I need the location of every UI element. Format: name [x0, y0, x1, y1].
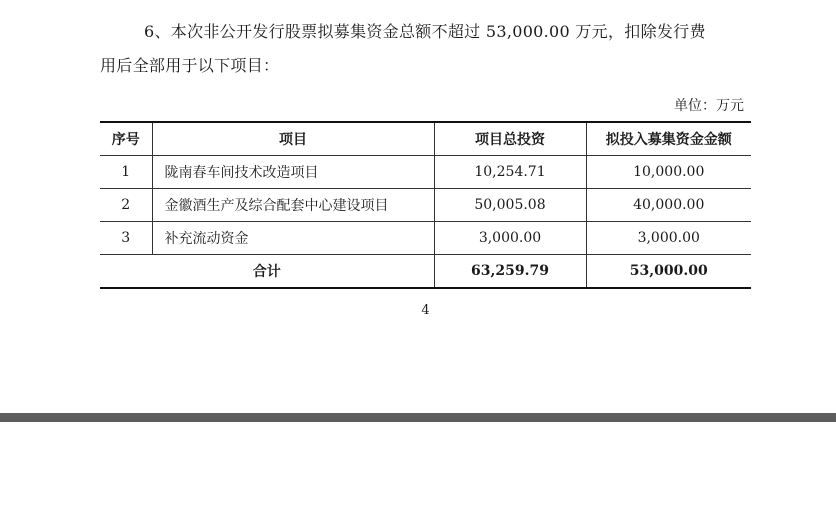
- raised-amount-sum: 53,000.00: [586, 255, 751, 289]
- row-project-name: 补充流动资金: [152, 222, 434, 255]
- page-number: 4: [421, 303, 430, 318]
- row-no: 2: [100, 189, 152, 222]
- paragraph-line-1: 6、本次非公开发行股票拟募集资金总额不超过 53,000.00 万元，扣除发行费: [144, 22, 706, 41]
- row-no: 3: [100, 222, 152, 255]
- row-raised-amount: 10,000.00: [586, 156, 751, 189]
- row-total-investment: 10,254.71: [434, 156, 586, 189]
- body-paragraph: [100, 15, 750, 83]
- table-row: [100, 189, 751, 222]
- row-total-investment: 3,000.00: [434, 222, 586, 255]
- header-no: 序号: [100, 122, 152, 156]
- header-raised-amount: 拟投入募集资金金额: [586, 122, 751, 156]
- row-raised-amount: 3,000.00: [586, 222, 751, 255]
- row-raised-amount: 40,000.00: [586, 189, 751, 222]
- header-project: 项目: [152, 122, 434, 156]
- page-divider: [0, 413, 836, 422]
- header-total-investment: 项目总投资: [434, 122, 586, 156]
- total-row: [100, 255, 751, 289]
- row-total-investment: 50,005.08: [434, 189, 586, 222]
- row-project-name: 陇南春车间技术改造项目: [152, 156, 434, 189]
- total-investment-sum: 63,259.79: [434, 255, 586, 289]
- row-no: 1: [100, 156, 152, 189]
- table-header-row: [100, 122, 751, 156]
- row-project-name: 金徽酒生产及综合配套中心建设项目: [152, 189, 434, 222]
- total-label: 合计: [100, 255, 434, 289]
- unit-label: 单位：万元: [674, 98, 744, 114]
- fund-use-table: [100, 121, 751, 289]
- table-row: [100, 222, 751, 255]
- table-row: [100, 156, 751, 189]
- paragraph-line-2: 用后全部用于以下项目：: [100, 56, 280, 75]
